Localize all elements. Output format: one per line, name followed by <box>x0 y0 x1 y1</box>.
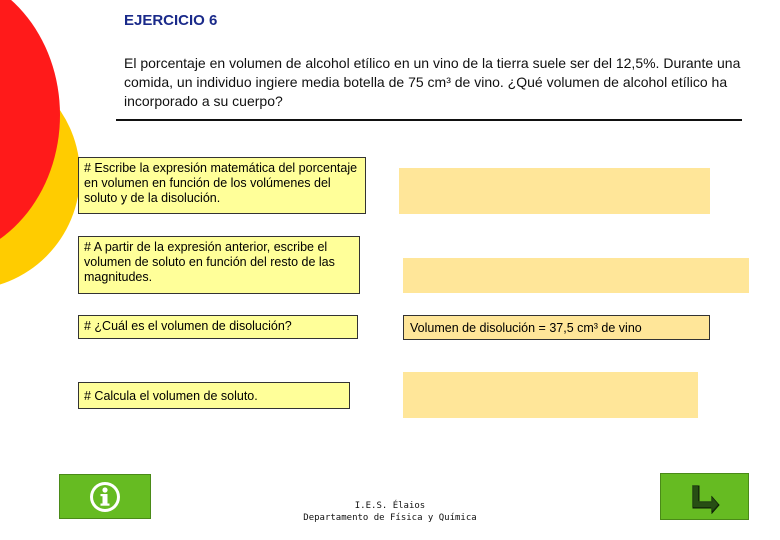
divider-line <box>116 119 742 121</box>
step-1-answer-box[interactable] <box>399 168 710 214</box>
info-button[interactable] <box>59 474 151 519</box>
back-button[interactable] <box>660 473 749 520</box>
step-2-answer-box[interactable] <box>403 258 749 293</box>
return-arrow-icon <box>688 480 722 514</box>
exercise-title: EJERCICIO 6 <box>124 12 218 29</box>
footer-department: Departamento de Física y Química <box>303 513 477 523</box>
step-4-answer-box[interactable] <box>403 372 698 418</box>
info-icon <box>88 480 122 514</box>
step-3-answer-box[interactable]: Volumen de disolución = 37,5 cm³ de vino <box>403 315 710 340</box>
footer-school: I.E.S. Élaios <box>354 501 426 511</box>
step-3-question[interactable]: # ¿Cuál es el volumen de disolución? <box>78 315 358 339</box>
step-4-question[interactable]: # Calcula el volumen de soluto. <box>78 382 350 409</box>
step-1-question[interactable]: # Escribe la expresión matemática del porcentaje en volumen en función de los volúmenes del soluto y de la disolución. <box>78 157 366 214</box>
footer <box>290 500 490 524</box>
step-2-question[interactable]: # A partir de la expresión anterior, escribe el volumen de soluto en función del resto de las magnitudes. <box>78 236 360 294</box>
problem-statement: El porcentaje en volumen de alcohol etílico en un vino de la tierra suele ser del 12,5%. Durante una comida, un individuo ingiere media botella de 75 cm³ de vino. ¿Qué volumen de alcohol etílico ha incorporado a su cuerpo? <box>124 55 741 109</box>
